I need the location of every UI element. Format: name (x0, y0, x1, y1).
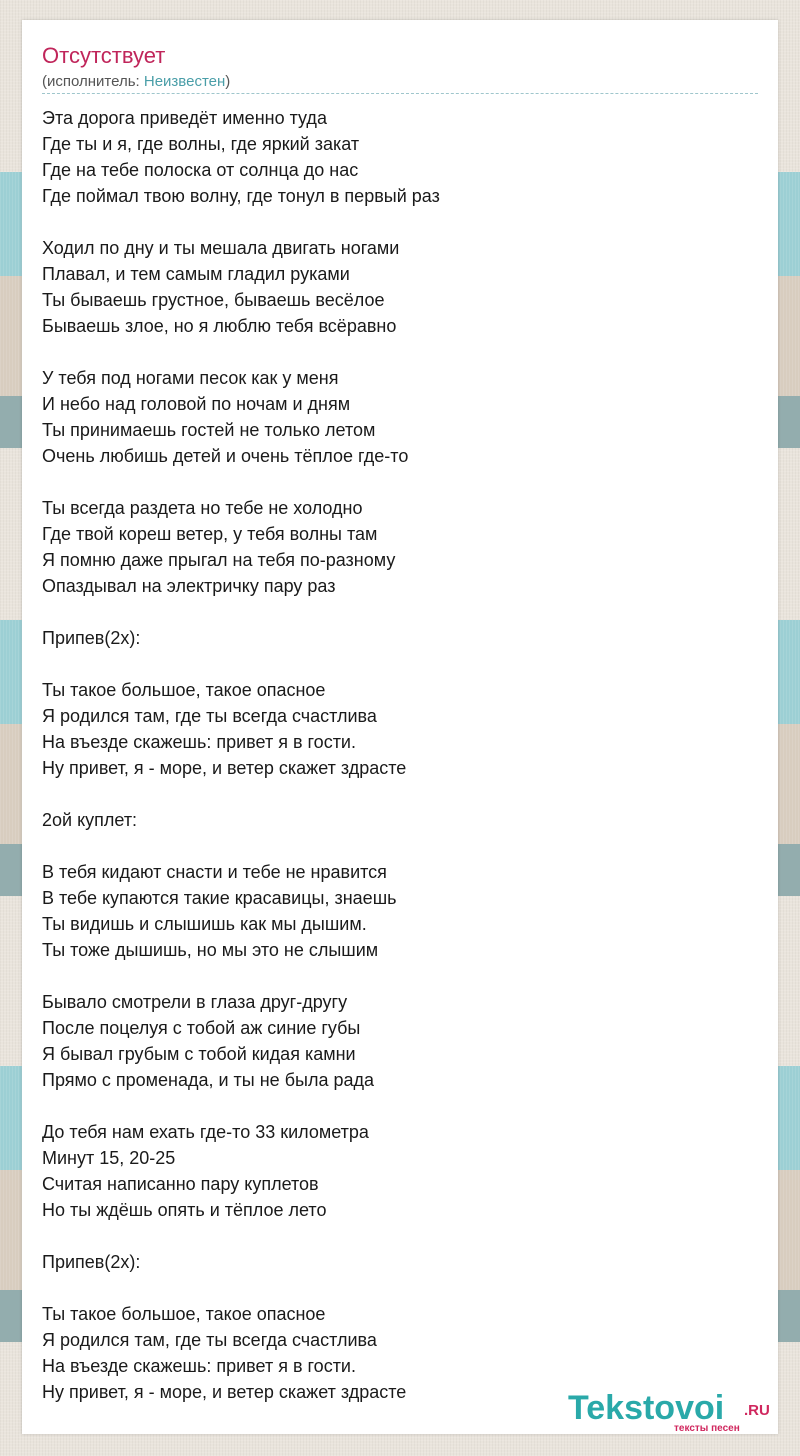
lyric-line: Опаздывал на электричку пару раз (42, 576, 336, 596)
lyric-line: Минут 15, 20-25 (42, 1148, 176, 1168)
lyric-line: Плавал, и тем самым гладил руками (42, 264, 350, 284)
logo-tld: .RU (744, 1402, 770, 1419)
lyric-line (42, 833, 758, 859)
lyric-line: На въезде скажешь: привет я в гости. (42, 732, 356, 752)
site-logo (568, 1390, 768, 1432)
song-title: Отсутствует (42, 43, 166, 68)
lyric-line: Ты принимаешь гостей не только летом (42, 420, 376, 440)
lyric-line (42, 963, 758, 989)
lyric-line: Ты такое большое, такое опасное (42, 680, 326, 700)
lyric-line: Ты видишь и слышишь как мы дышим. (42, 914, 367, 934)
lyric-line: Где твой кореш ветер, у тебя волны там (42, 524, 378, 544)
lyric-line (42, 1093, 758, 1119)
logo-tagline: тексты песен (674, 1423, 740, 1434)
lyric-line: Ходил по дну и ты мешала двигать ногами (42, 238, 400, 258)
lyric-line: И небо над головой по ночам и дням (42, 394, 351, 414)
lyric-line: Прямо с променада, и ты не была рада (42, 1070, 374, 1090)
lyric-line: Ну привет, я - море, и ветер скажет здрасте (42, 758, 407, 778)
artist-prefix: (исполнитель: (42, 73, 144, 90)
lyric-line: На въезде скажешь: привет я в гости. (42, 1356, 356, 1376)
lyric-line: Я бывал грубым с тобой кидая камни (42, 1044, 356, 1064)
lyric-line: Но ты ждёшь опять и тёплое лето (42, 1200, 327, 1220)
lyrics-text (42, 105, 758, 1405)
lyric-line (42, 599, 758, 625)
lyric-line: Я родился там, где ты всегда счастлива (42, 706, 377, 726)
lyric-line: Считая написанно пару куплетов (42, 1174, 319, 1194)
lyric-line: Припев(2x): (42, 1252, 141, 1272)
lyric-line: У тебя под ногами песок как у меня (42, 368, 339, 388)
lyric-line: Ты тоже дышишь, но мы это не слышим (42, 940, 379, 960)
lyric-line (42, 1275, 758, 1301)
lyric-line: Где поймал твою волну, где тонул в первый раз (42, 186, 440, 206)
lyrics-card (22, 20, 778, 1434)
lyric-line: Эта дорога приведёт именно туда (42, 108, 327, 128)
lyric-line (42, 781, 758, 807)
lyric-line: 2ой куплет: (42, 810, 138, 830)
lyric-line: После поцелуя с тобой аж синие губы (42, 1018, 361, 1038)
lyric-line: Бывало смотрели в глаза друг-другу (42, 992, 348, 1012)
lyric-line (42, 651, 758, 677)
lyric-line: Ты бываешь грустное, бываешь весёлое (42, 290, 385, 310)
lyric-line: В тебе купаются такие красавицы, знаешь (42, 888, 397, 908)
lyric-line: Ты всегда раздета но тебе не холодно (42, 498, 363, 518)
lyric-line: Где на тебе полоска от солнца до нас (42, 160, 359, 180)
lyric-line (42, 339, 758, 365)
artist-line (42, 72, 758, 94)
lyric-line: Бываешь злое, но я люблю тебя всёравно (42, 316, 397, 336)
logo-wordmark: Tekstovoi (568, 1389, 725, 1427)
lyric-line: Ну привет, я - море, и ветер скажет здрасте (42, 1382, 407, 1402)
lyric-line: Я помню даже прыгал на тебя по-разному (42, 550, 396, 570)
artist-suffix: ) (225, 73, 231, 90)
lyric-line: До тебя нам ехать где-то 33 километра (42, 1122, 369, 1142)
artist-link[interactable]: Неизвестен (143, 73, 226, 90)
lyric-line (42, 1223, 758, 1249)
lyric-line: Очень любишь детей и очень тёплое где-то (42, 446, 409, 466)
lyric-line: В тебя кидают снасти и тебе не нравится (42, 862, 387, 882)
lyric-line (42, 209, 758, 235)
lyric-line: Припев(2x): (42, 628, 141, 648)
lyric-line: Я родился там, где ты всегда счастлива (42, 1330, 377, 1350)
lyric-line: Где ты и я, где волны, где яркий закат (42, 134, 360, 154)
lyric-line: Ты такое большое, такое опасное (42, 1304, 326, 1324)
lyric-line (42, 469, 758, 495)
